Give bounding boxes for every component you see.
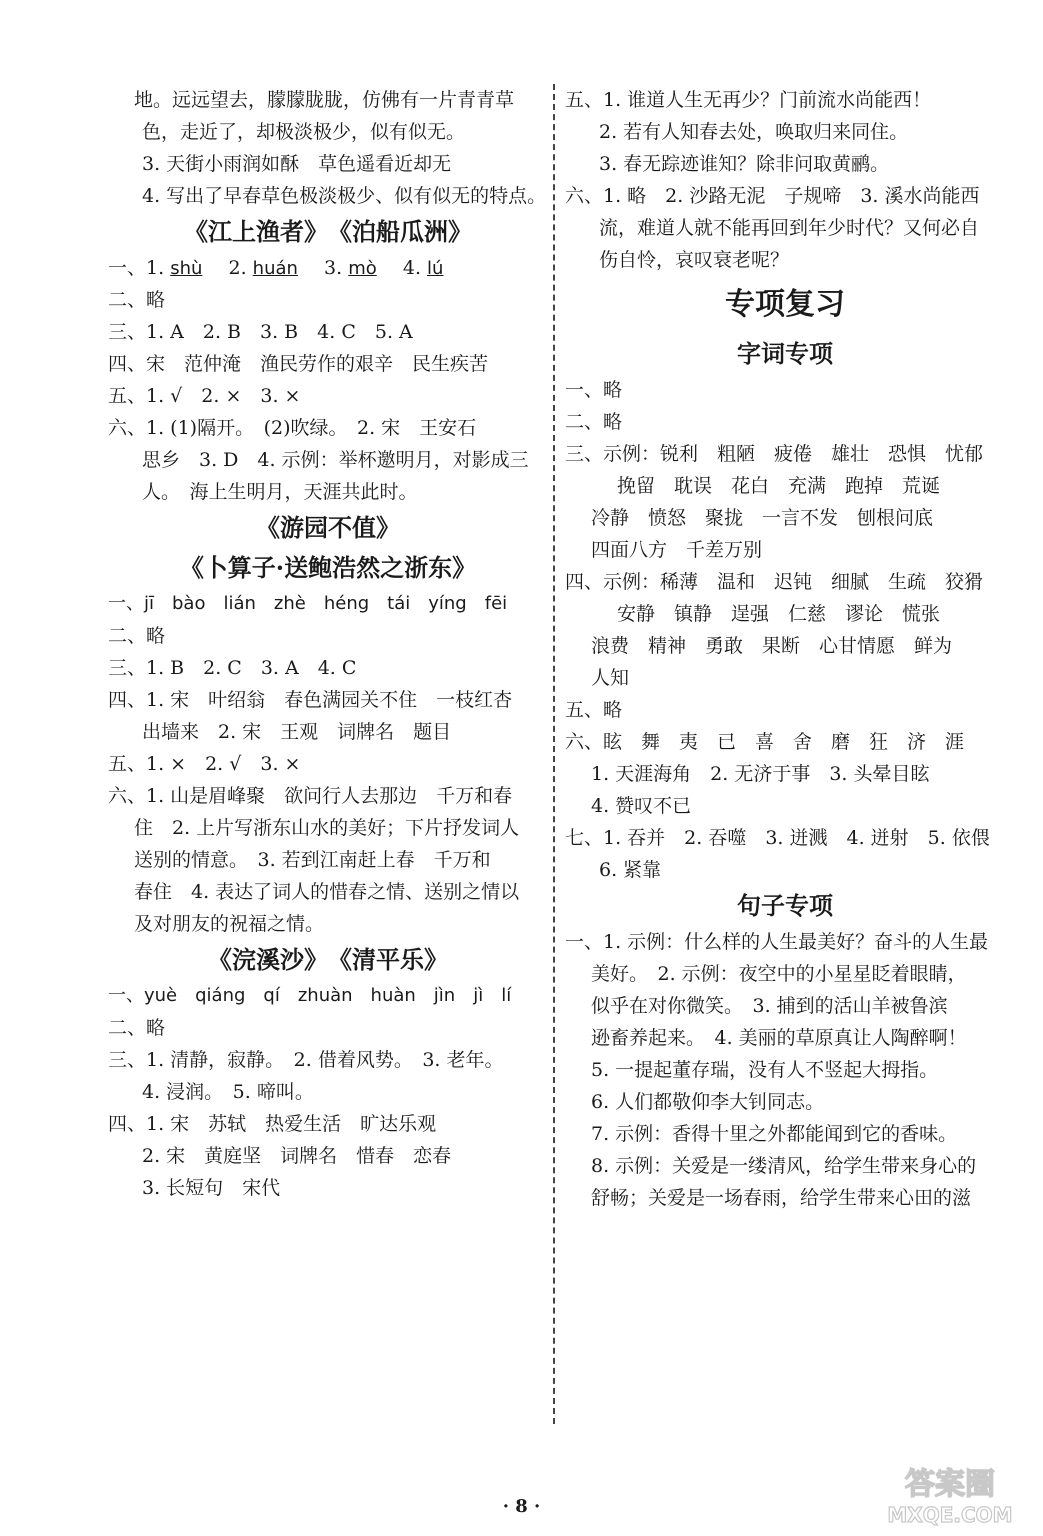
section-title: 《浣溪沙》 《清平乐》 [208,945,448,974]
pinyin-answer: mò [348,258,377,279]
svg-text:答案圈: 答案圈 [905,1467,995,1502]
text-line: 4. 赞叹不已 [591,795,692,817]
text-line: 8. 示例：关爱是一缕清风，给学生带来身心的 [591,1155,977,1177]
item-number: 3. [324,257,343,279]
text-line: 地。远远望去，朦朦胧胧，仿佛有一片青青草 [134,89,515,111]
text-line: 1. 天涯海角 2. 无济于事 3. 头晕目眩 [591,763,930,785]
item-number: 4. [402,257,421,279]
text-line: 人知 [591,667,630,689]
text-line: 住 2. 上片写浙东山水的美好；下片抒发词人 [134,817,520,839]
pinyin-answer: huán [252,258,298,279]
text-line: 四、宋 范仲淹 渔民劳作的艰辛 民生疾苦 [108,353,489,375]
text-line: 似乎在对你微笑。 3. 捕到的活山羊被鲁滨 [591,995,948,1017]
pinyin-line: 一、yuè qiáng qí zhuàn huàn jìn jì lí [108,985,512,1006]
text-line: 三、示例：锐利 粗陋 疲倦 雄壮 恐惧 忧郁 [565,443,984,465]
text-line: 五、略 [565,699,623,721]
text-line: 6. 紧靠 [599,859,662,881]
text-line: 人。 海上生明月，天涯共此时。 [142,481,418,503]
right-column [565,84,1005,1214]
text-line: 出墙来 2. 宋 王观 词牌名 题目 [142,721,452,743]
text-line: 2. 若有人知春去处，唤取归来同住。 [599,121,909,143]
text-line: 冷静 愤怒 聚拢 一言不发 刨根问底 [591,507,934,529]
section-title: 字词专项 [737,339,833,368]
text-line: 送别的情意。 3. 若到江南赶上春 千万和 [134,849,491,871]
text-line: 2. 宋 黄庭坚 词牌名 惜春 恋春 [142,1145,452,1167]
text-line: 二、略 [565,411,623,433]
section-title: 《游园不值》 [256,513,400,542]
text-line: 四面八方 千差万别 [591,539,763,561]
text-line: 及对朋友的祝福之情。 [134,913,325,935]
text-line: 7. 示例：香得十里之外都能闻到它的香味。 [591,1123,958,1145]
item-number: 一、1. [108,257,165,279]
text-line: 5. 一提起董存瑞，没有人不竖起大拇指。 [591,1059,939,1081]
text-line: 五、1. 谁道人生无再少？门前流水尚能西！ [565,89,932,111]
text-line: 色，走近了，却极淡极少，似有似无。 [142,121,466,143]
text-line: 3. 天街小雨润如酥 草色遥看近却无 [142,153,452,175]
text-line: 四、1. 宋 苏轼 热爱生活 旷达乐观 [108,1113,437,1135]
column-divider [553,84,555,1424]
text-line: 3. 春无踪迹谁知？除非问取黄鹂。 [599,153,890,175]
text-line: 流，难道人就不能再回到年少时代？又何必自 [599,217,980,239]
text-line: 二、略 [108,625,166,647]
text-line: 浪费 精神 勇敢 果断 心甘情愿 鲜为 [591,635,953,657]
section-title: 句子专项 [737,891,833,920]
text-line: 3. 长短句 宋代 [142,1177,281,1199]
text-line: 一、1. 示例：什么样的人生最美好？奋斗的人生最 [565,931,989,953]
text-line: 伤自怜，哀叹衰老呢？ [599,249,790,271]
text-line: 六、1. 山是眉峰聚 欲问行人去那边 千万和春 [108,785,513,807]
pinyin-answer: lú [427,258,444,279]
text-line: 4. 写出了早春草色极淡极少、似有似无的特点。 [142,185,547,207]
text-line: 五、1. × 2. √ 3. × [108,753,301,775]
section-title: 《卜算子·送鲍浩然之浙东》 [179,553,477,582]
text-line: 二、略 [108,1017,166,1039]
text-line: 二、略 [108,289,166,311]
text-line: 四、1. 宋 叶绍翁 春色满园关不住 一枝红杏 [108,689,513,711]
text-line: 思乡 3. D 4. 示例：举杯邀明月，对影成三 [142,449,529,471]
text-line: 三、1. B 2. C 3. A 4. C [108,657,357,679]
text-line: 六、1. (1)隔开。 (2)吹绿。 2. 宋 王安石 [108,417,477,439]
page-number: · 8 · [502,1496,541,1517]
section-title: 《江上渔者》 《泊船瓜洲》 [184,217,472,246]
text-line: 五、1. √ 2. × 3. × [108,385,301,407]
watermark-logo [870,1462,1030,1528]
text-line: 4. 浸润。 5. 啼叫。 [142,1081,314,1103]
text-line: 三、1. 清静，寂静。 2. 借着风势。 3. 老年。 [108,1049,504,1071]
pinyin-answer: shù [170,258,203,279]
pinyin-line: 一、jī bào lián zhè héng tái yíng fēi [108,593,508,614]
pinyin-line [108,252,548,284]
item-number: 2. [228,257,247,279]
text-line: 安静 镇静 逞强 仁慈 谬论 慌张 [617,603,941,625]
text-line: 一、略 [565,379,623,401]
text-line: 六、眩 舞 夷 已 喜 舍 磨 狂 济 涯 [565,731,965,753]
left-column [108,84,548,1204]
text-line: 三、1. A 2. B 3. B 4. C 5. A [108,321,413,343]
text-line: 挽留 耽误 花白 充满 跑掉 荒诞 [617,475,941,497]
text-line: 6. 人们都敬仰李大钊同志。 [591,1091,825,1113]
text-line: 四、示例：稀薄 温和 迟钝 细腻 生疏 狡猾 [565,571,984,593]
chapter-title: 专项复习 [725,287,845,322]
text-line: 舒畅；关爱是一场春雨，给学生带来心田的滋 [591,1187,972,1209]
text-line: 逊畜养起来。 4. 美丽的草原真让人陶醉啊！ [591,1027,967,1049]
text-line: 六、1. 略 2. 沙路无泥 子规啼 3. 溪水尚能西 [565,185,980,207]
svg-text:MXQE.COM: MXQE.COM [887,1503,1013,1527]
text-line: 美好。 2. 示例：夜空中的小星星眨着眼睛， [591,963,967,985]
text-line: 春住 4. 表达了词人的惜春之情、送别之情以 [134,881,520,903]
text-line: 七、1. 吞并 2. 吞噬 3. 迸溅 4. 迸射 5. 依偎 [565,827,990,849]
